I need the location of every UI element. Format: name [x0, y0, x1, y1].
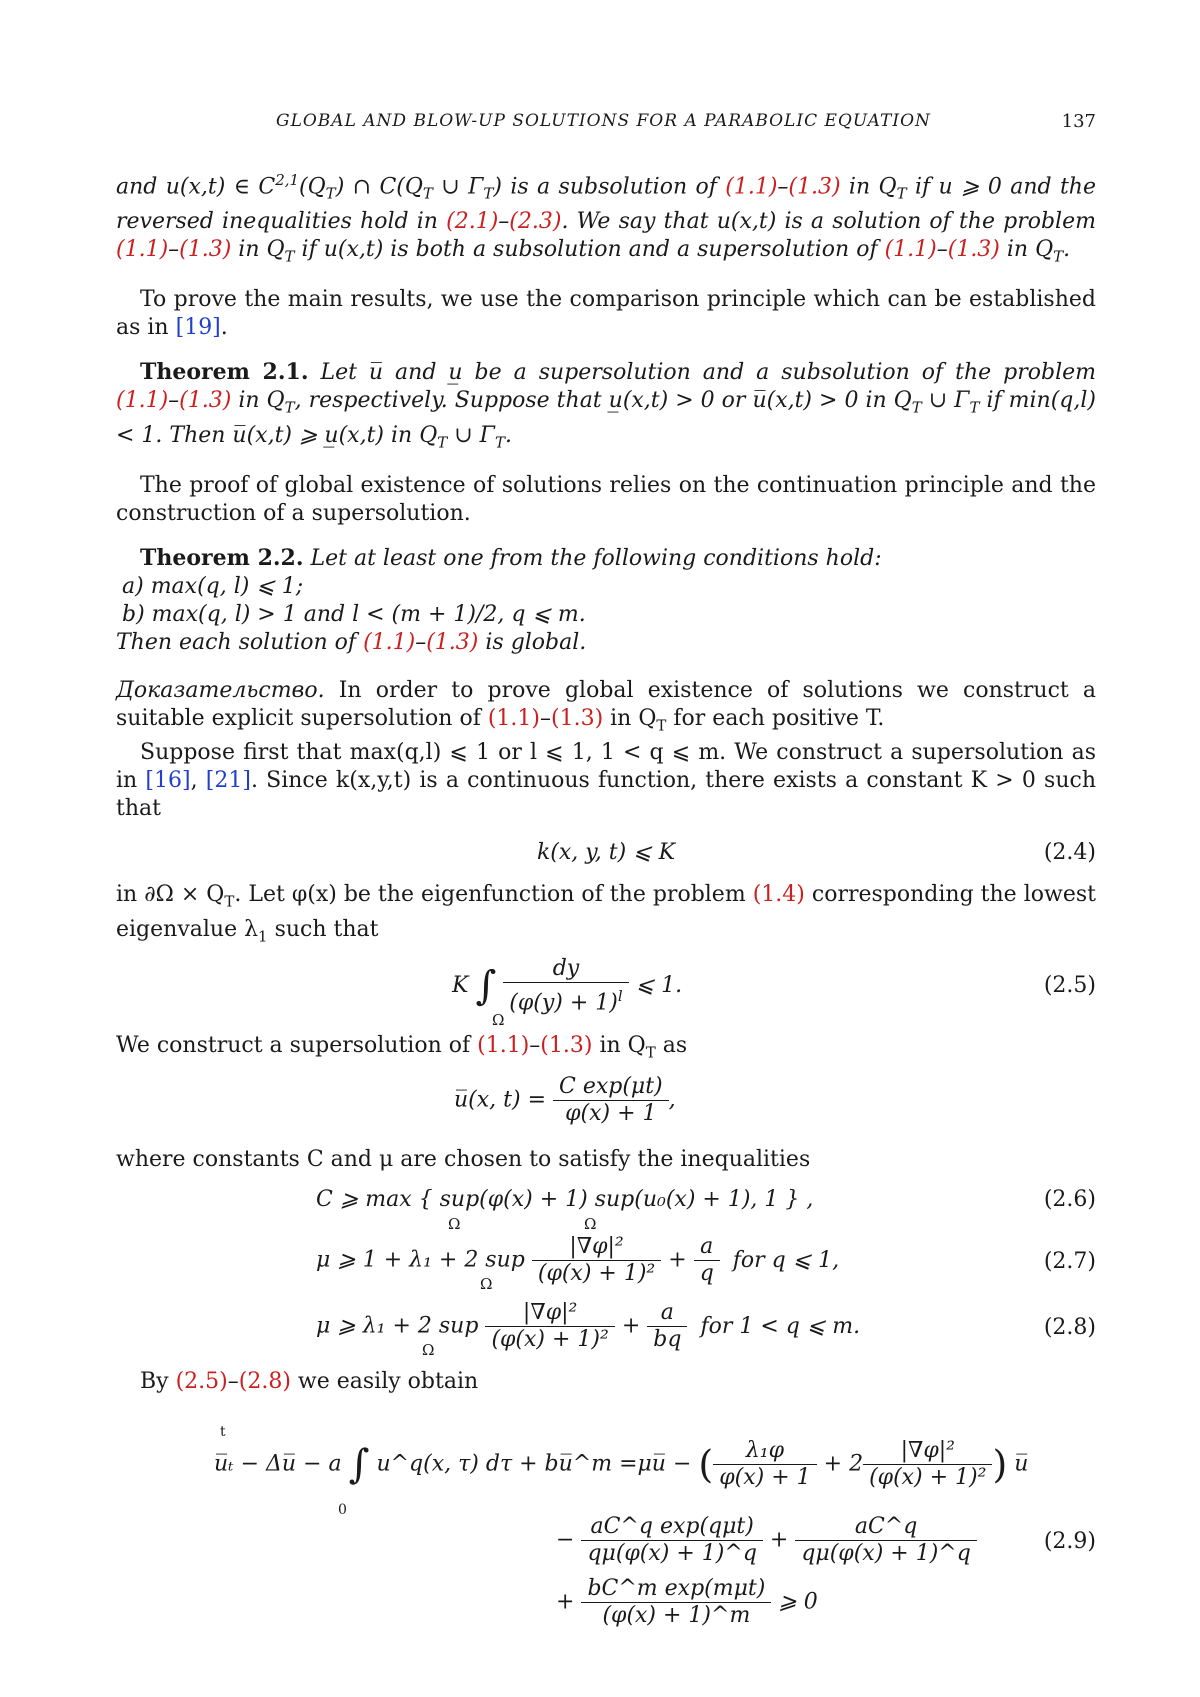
proof-intro-paragraph: The proof of global existence of solutions relies on the continuation principle and the construction of a supersolution. — [116, 472, 1096, 526]
proof-paragraph-1: Доказательство. In order to prove global existence of solutions we construct a suitable explicit supersolution of (1.1)–(1.3) in $Q_T$ for each positive T. — [116, 677, 1096, 735]
theorem-2-1: Theorem 2.1. Let u̅ and u̲ be a supersolution and a subsolution of the problem (1.1)–(1.3) in $Q_T$, respectively. Suppose that u̲(x,t) > 0 or u̅(x,t) > 0 in $Q_T$ ∪ $\Gamma_T$ if min(q,l) < 1. Then u̅(x,t) ⩾ u̲(x,t) in $Q_T$ ∪ $\Gamma_T$. — [116, 359, 1097, 451]
proof-paragraph-2: Suppose first that max(q,l) ⩽ 1 or l ⩽ 1, 1 < q ⩽ m. We construct a supersolution as in [16], [21]. Since k(x,y,t) is a continuous function, there exists a constant K > 0 such that — [116, 740, 1096, 822]
page-body — [116, 166, 1096, 1660]
citation-link[interactable]: [16] — [145, 768, 191, 794]
ref-link[interactable]: (1.1) — [363, 629, 416, 655]
ref-link[interactable]: (2.1) — [446, 208, 499, 234]
ref-link[interactable]: (1.1) — [487, 705, 540, 731]
proof-label: Доказательство. — [116, 677, 325, 703]
equation-number: (2.6) — [1043, 1187, 1096, 1213]
equation-number: (2.8) — [1043, 1315, 1096, 1341]
intro-paragraph: and u(x,t) ∈ $C^{2,1}(Q_T)$ ∩ $C(Q_T$ ∪ $\Gamma_T$) is a subsolution of (1.1)–(1.3) in $Q_T$ if u ⩾ 0 and the reversed inequalities hold in (2.1)–(2.3). We say that u(x,t) is a solution of the problem (1.1)–(1.3) in $Q_T$ if u(x,t) is both a subsolution and a supersolution of (1.1)–(1.3) in $Q_T$. — [116, 171, 1096, 266]
equation-2-8: μ ⩾ λ₁ + 2 sup $\frac{\text{|∇φ|²}}{\text{(φ(x) + 1)²}}$ + $\frac{a}{bq}$ for 1 < q ⩽ m. Ω (2.8) — [316, 1300, 1096, 1360]
equation-number: (2.4) — [1043, 840, 1096, 866]
equation-2-6: C ⩾ max { sup(φ(x) + 1) sup(u₀(x) + 1), 1 } , Ω Ω (2.6) — [316, 1187, 1096, 1234]
condition-a: a) max(q, l) ⩽ 1; — [122, 573, 304, 599]
equation-number: (2.5) — [1043, 973, 1096, 999]
ref-link[interactable]: (1.1) — [116, 236, 169, 262]
ref-link[interactable]: (1.3) — [179, 388, 232, 414]
citation-link[interactable]: [19] — [175, 315, 221, 341]
ref-link[interactable]: (1.3) — [540, 1033, 593, 1059]
ref-link[interactable]: (1.1) — [884, 236, 937, 262]
page-header — [116, 111, 1096, 141]
ref-link[interactable]: (1.3) — [551, 705, 604, 731]
ref-link[interactable]: (2.8) — [238, 1369, 291, 1395]
theorem-2-2: Theorem 2.2. Let at least one from the following conditions hold: — [140, 544, 882, 571]
ref-link[interactable]: (1.3) — [788, 174, 841, 200]
ref-link[interactable]: (1.3) — [179, 236, 232, 262]
equation-2-5: K ∫ $\frac{dy}{(\varphi(y) + 1)^l}$ ⩽ 1. Ω (2.5) — [452, 956, 1096, 1030]
ref-link[interactable]: (1.1) — [725, 174, 778, 200]
ref-link[interactable]: (1.1) — [116, 388, 169, 414]
running-title: GLOBAL AND BLOW-UP SOLUTIONS FOR A PARABOLIC EQUATION — [276, 111, 931, 131]
condition-b: b) max(q, l) > 1 and l < (m + 1)/2, q ⩽ m. — [122, 601, 586, 627]
equation-2-9: t u̅ₜ − Δu̅ − a ∫ u^q(x, τ) dτ + bu̅^m =μu̅ − ( $\frac{\text{λ₁φ}}{\varphi(x) + 1}$ + 2 $\frac{\text{|∇φ|²}}{\text{(φ(x) + 1)²}}$ ) u̅ 0 − $\frac{\text{aC\textasciicircum{}q exp(qμt)}}{q\mu(\varphi(x) + 1)\^{}q}$ + $\frac{aC\^{}q}{q\mu(\varphi(x) + 1)\^{}q}$ + $\frac{\text{bC\textasciicircum{}m exp(mμt)}}{(\varphi(x) + 1)\^{}m}$ ⩾ 0 (2.9) — [214, 1424, 1096, 1629]
equation-number: (2.9) — [1043, 1529, 1096, 1555]
proof-paragraph-3: in $\partial\Omega \times Q_T$. Let φ(x) be the eigenfunction of the problem (1.4) corresponding the lowest eigenvalue $\lambda_1$ such that — [116, 882, 1096, 946]
equation-2-4: k(x, y, t) ⩽ K (2.4) — [536, 840, 1096, 866]
proof-paragraph-4: We construct a supersolution of (1.1)–(1.3) in $Q_T$ as — [116, 1033, 688, 1062]
citation-link[interactable]: [21] — [205, 768, 251, 794]
theorem-label: Theorem 2.1. — [140, 359, 309, 386]
comparison-paragraph: To prove the main results, we use the comparison principle which can be established as in [19]. — [116, 287, 1096, 341]
ref-link[interactable]: (1.4) — [752, 882, 805, 908]
proof-paragraph-6: By (2.5)–(2.8) we easily obtain — [140, 1369, 479, 1395]
ref-link[interactable]: (1.1) — [477, 1033, 530, 1059]
theorem-label: Theorem 2.2. — [140, 544, 304, 571]
equation-supersolution: u̅(x, t) = $\frac{\text{C exp(μt)}}{\varphi(x) + 1}$ , — [454, 1074, 676, 1127]
ref-link[interactable]: (1.3) — [947, 236, 1000, 262]
equation-number: (2.7) — [1043, 1249, 1096, 1275]
ref-link[interactable]: (1.3) — [426, 629, 479, 655]
equation-2-7: μ ⩾ 1 + λ₁ + 2 sup $\frac{\text{|∇φ|²}}{\text{(φ(x) + 1)²}}$ + $\frac{a}{q}$ for q ⩽ 1, Ω (2.7) — [316, 1234, 1096, 1294]
ref-link[interactable]: (2.5) — [175, 1369, 228, 1395]
page-number: 137 — [1061, 111, 1096, 132]
ref-link[interactable]: (2.3) — [509, 208, 562, 234]
proof-paragraph-5: where constants C and μ are chosen to satisfy the inequalities — [116, 1147, 811, 1173]
theorem-2-2-conclusion: Then each solution of (1.1)–(1.3) is global. — [116, 629, 587, 655]
